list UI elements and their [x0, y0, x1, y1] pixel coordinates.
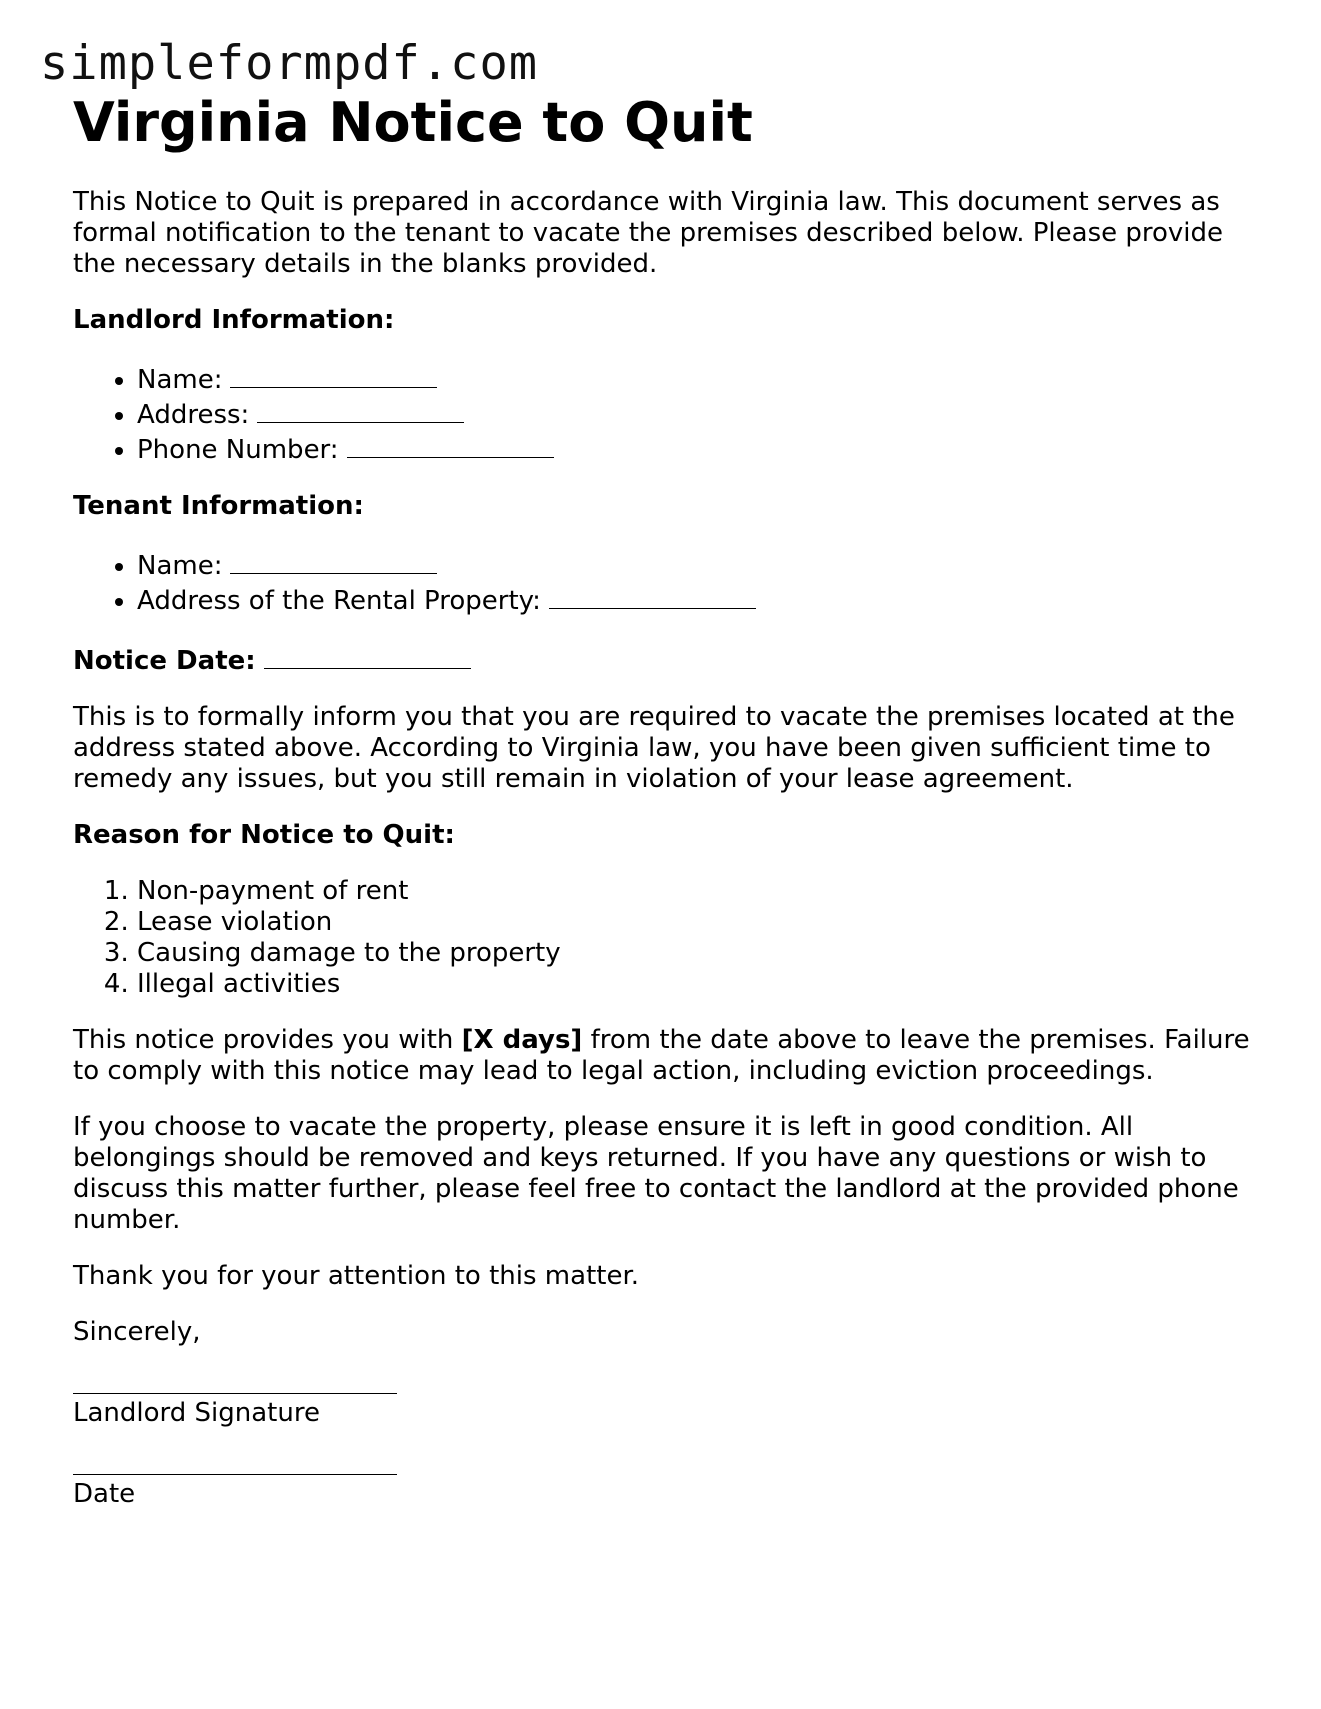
signature-label: Landlord Signature	[73, 1398, 320, 1429]
fill-blank[interactable]	[230, 361, 437, 388]
fill-blank[interactable]	[347, 431, 554, 458]
date-label: Date	[73, 1479, 136, 1510]
closing: Sincerely,	[73, 1317, 201, 1348]
tenant-address-field	[137, 582, 1273, 617]
document-page	[73, 92, 1273, 1510]
landlord-phone-field	[137, 431, 1273, 466]
tenant-name-field	[137, 547, 1273, 582]
reason-list	[73, 876, 1273, 1000]
intro-paragraph: This Notice to Quit is prepared in accordance with Virginia law. This document serves as formal notification to the tenant to vacate the premises described below. Please provide the necessary details in the blanks provided.	[73, 187, 1224, 280]
field-label: Name:	[137, 551, 223, 582]
signature-line[interactable]	[73, 1367, 397, 1394]
days-paragraph	[73, 1025, 1273, 1087]
reason-item: 2. Lease violation	[137, 907, 1273, 938]
reason-heading: Reason for Notice to Quit:	[73, 820, 455, 851]
reason-item: 3. Causing damage to the property	[137, 938, 1273, 969]
fill-blank[interactable]	[549, 582, 756, 609]
tenant-fields	[73, 547, 1273, 617]
landlord-fields	[73, 361, 1273, 466]
vacate-paragraph: If you choose to vacate the property, please ensure it is left in good condition. All belongings should be removed and keys returned. If you have any questions or wish to discuss this matter further, please feel free to contact the landlord at the provided phone number.	[73, 1112, 1239, 1236]
days-placeholder: [X days]	[461, 1025, 583, 1056]
notice-date-label: Notice Date:	[73, 646, 256, 677]
field-label: Address of the Rental Property:	[137, 586, 541, 617]
field-label: Phone Number:	[137, 435, 339, 466]
notice-date-blank[interactable]	[264, 642, 471, 669]
tenant-heading: Tenant Information:	[73, 491, 364, 522]
reason-item: 4. Illegal activities	[137, 969, 1273, 1000]
reason-item: 1. Non-payment of rent	[137, 876, 1273, 907]
fill-blank[interactable]	[230, 547, 437, 574]
page-title: Virginia Notice to Quit	[73, 91, 753, 154]
field-label: Address:	[137, 400, 250, 431]
field-label: Name:	[137, 365, 223, 396]
days-text-after: from the date above to leave the premises. Failure to comply with this notice may lead to legal action, including eviction proceedings.	[73, 1025, 1250, 1087]
landlord-heading: Landlord Information:	[73, 305, 395, 336]
inform-paragraph: This is to formally inform you that you are required to vacate the premises located at the address stated above. According to Virginia law, you have been given sufficient time to remedy any issues, but you still remain in violation of your lease agreement.	[73, 702, 1235, 795]
thanks-paragraph: Thank you for your attention to this matter.	[73, 1261, 640, 1292]
fill-blank[interactable]	[257, 396, 464, 423]
watermark: simpleformpdf.com	[40, 36, 539, 91]
landlord-address-field	[137, 396, 1273, 431]
landlord-name-field	[137, 361, 1273, 396]
date-line[interactable]	[73, 1448, 397, 1475]
notice-date-row	[73, 642, 1273, 677]
days-text-before: This notice provides you with	[73, 1025, 462, 1056]
